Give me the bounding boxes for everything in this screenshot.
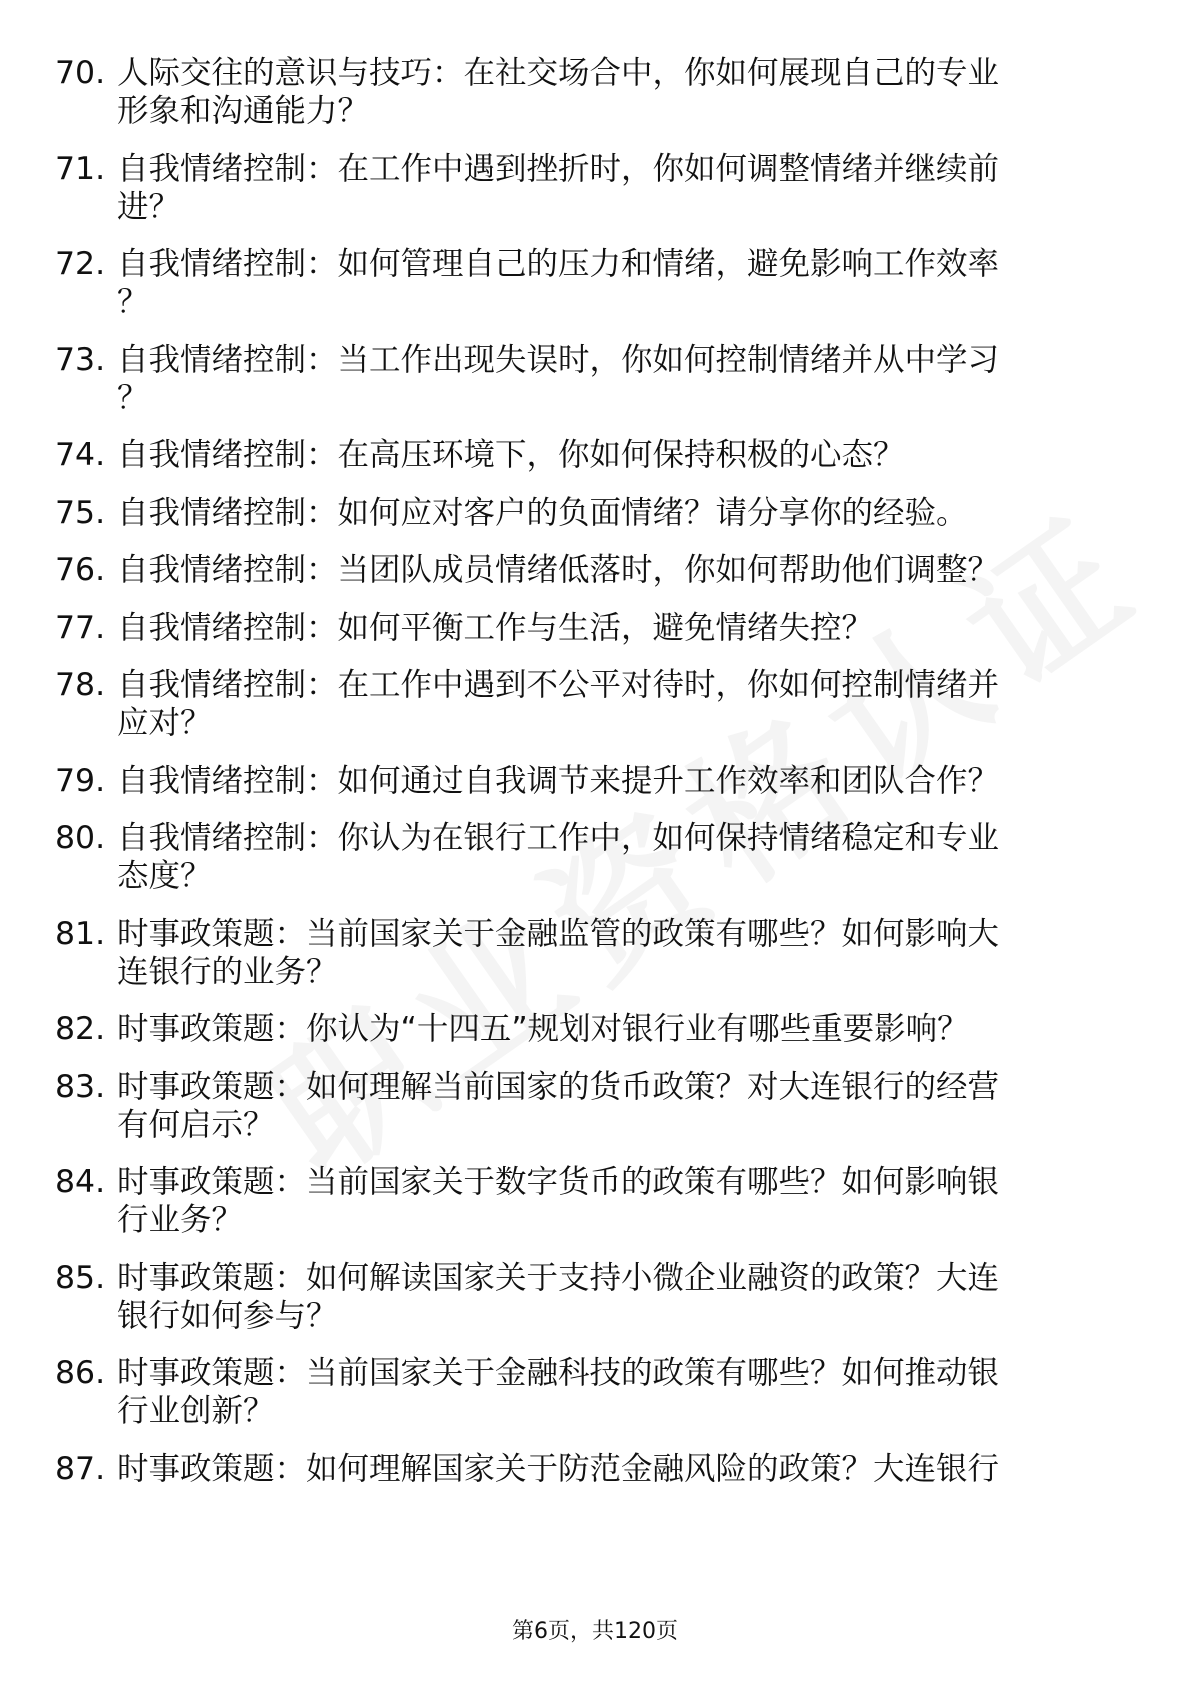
list-item xyxy=(55,609,1115,647)
question-number: 85. xyxy=(55,1259,106,1296)
question-number: 86. xyxy=(55,1355,106,1391)
list-item xyxy=(55,245,1115,321)
question-text: 时事政策题：当前国家关于金融监管的政策有哪些？如何影响大连银行的业务？ xyxy=(117,915,1000,990)
question-text: 时事政策题：当前国家关于数字货币的政策有哪些？如何影响银行业务？ xyxy=(117,1164,1000,1238)
list-item xyxy=(55,1163,1115,1239)
question-text: 自我情绪控制：如何应对客户的负面情绪？请分享你的经验。 xyxy=(117,494,968,531)
question-number: 80. xyxy=(55,820,106,856)
list-item xyxy=(55,1259,1115,1335)
list-item xyxy=(55,551,1115,589)
question-number: 77. xyxy=(55,609,106,646)
question-number: 74. xyxy=(55,437,106,473)
list-item xyxy=(55,1450,1115,1488)
list-item xyxy=(55,762,1115,800)
question-number: 78. xyxy=(55,667,106,703)
question-number: 73. xyxy=(55,341,106,378)
question-text: 时事政策题：你认为“十四五”规划对银行业有哪些重要影响？ xyxy=(117,1011,969,1047)
question-text: 自我情绪控制：当工作出现失误时，你如何控制情绪并从中学习？ xyxy=(117,341,1000,416)
question-text: 自我情绪控制：如何平衡工作与生活，避免情绪失控？ xyxy=(117,609,874,646)
question-number: 82. xyxy=(55,1011,106,1047)
question-text: 自我情绪控制：你认为在银行工作中，如何保持情绪稳定和专业态度？ xyxy=(117,820,1000,894)
list-item xyxy=(55,1010,1115,1048)
list-item xyxy=(55,1354,1115,1430)
question-list xyxy=(55,54,1115,1507)
list-item xyxy=(55,436,1115,474)
list-item xyxy=(55,666,1115,742)
list-item xyxy=(55,341,1115,417)
question-text: 自我情绪控制：在工作中遇到不公平对待时，你如何控制情绪并应对？ xyxy=(117,667,1000,741)
list-item xyxy=(55,1068,1115,1144)
question-number: 71. xyxy=(55,150,106,187)
question-text: 自我情绪控制：在高压环境下，你如何保持积极的心态？ xyxy=(117,437,905,473)
question-number: 83. xyxy=(55,1068,106,1105)
question-number: 87. xyxy=(55,1450,106,1487)
question-text: 自我情绪控制：如何管理自己的压力和情绪，避免影响工作效率？ xyxy=(117,246,1000,320)
question-number: 76. xyxy=(55,552,106,588)
question-number: 81. xyxy=(55,915,106,952)
question-number: 70. xyxy=(55,55,106,91)
question-text: 时事政策题：如何解读国家关于支持小微企业融资的政策？大连银行如何参与？ xyxy=(117,1259,1000,1334)
question-text: 人际交往的意识与技巧：在社交场合中，你如何展现自己的专业形象和沟通能力？ xyxy=(117,55,1000,129)
list-item xyxy=(55,819,1115,895)
question-text: 自我情绪控制：在工作中遇到挫折时，你如何调整情绪并继续前进？ xyxy=(117,150,1000,225)
list-item xyxy=(55,54,1115,130)
list-item xyxy=(55,150,1115,226)
question-number: 75. xyxy=(55,494,106,531)
question-number: 84. xyxy=(55,1164,106,1200)
question-text: 自我情绪控制：如何通过自我调节来提升工作效率和团队合作？ xyxy=(117,762,1000,799)
question-text: 时事政策题：当前国家关于金融科技的政策有哪些？如何推动银行业创新？ xyxy=(117,1355,1000,1429)
question-text: 时事政策题：如何理解国家关于防范金融风险的政策？大连银行 xyxy=(117,1450,1000,1487)
question-text: 时事政策题：如何理解当前国家的货币政策？对大连银行的经营有何启示？ xyxy=(117,1068,1000,1143)
question-number: 79. xyxy=(55,762,106,799)
page-footer: 第6页，共120页 xyxy=(512,1619,678,1644)
list-item xyxy=(55,494,1115,532)
question-number: 72. xyxy=(55,246,106,282)
list-item xyxy=(55,915,1115,991)
question-text: 自我情绪控制：当团队成员情绪低落时，你如何帮助他们调整？ xyxy=(117,552,1000,588)
